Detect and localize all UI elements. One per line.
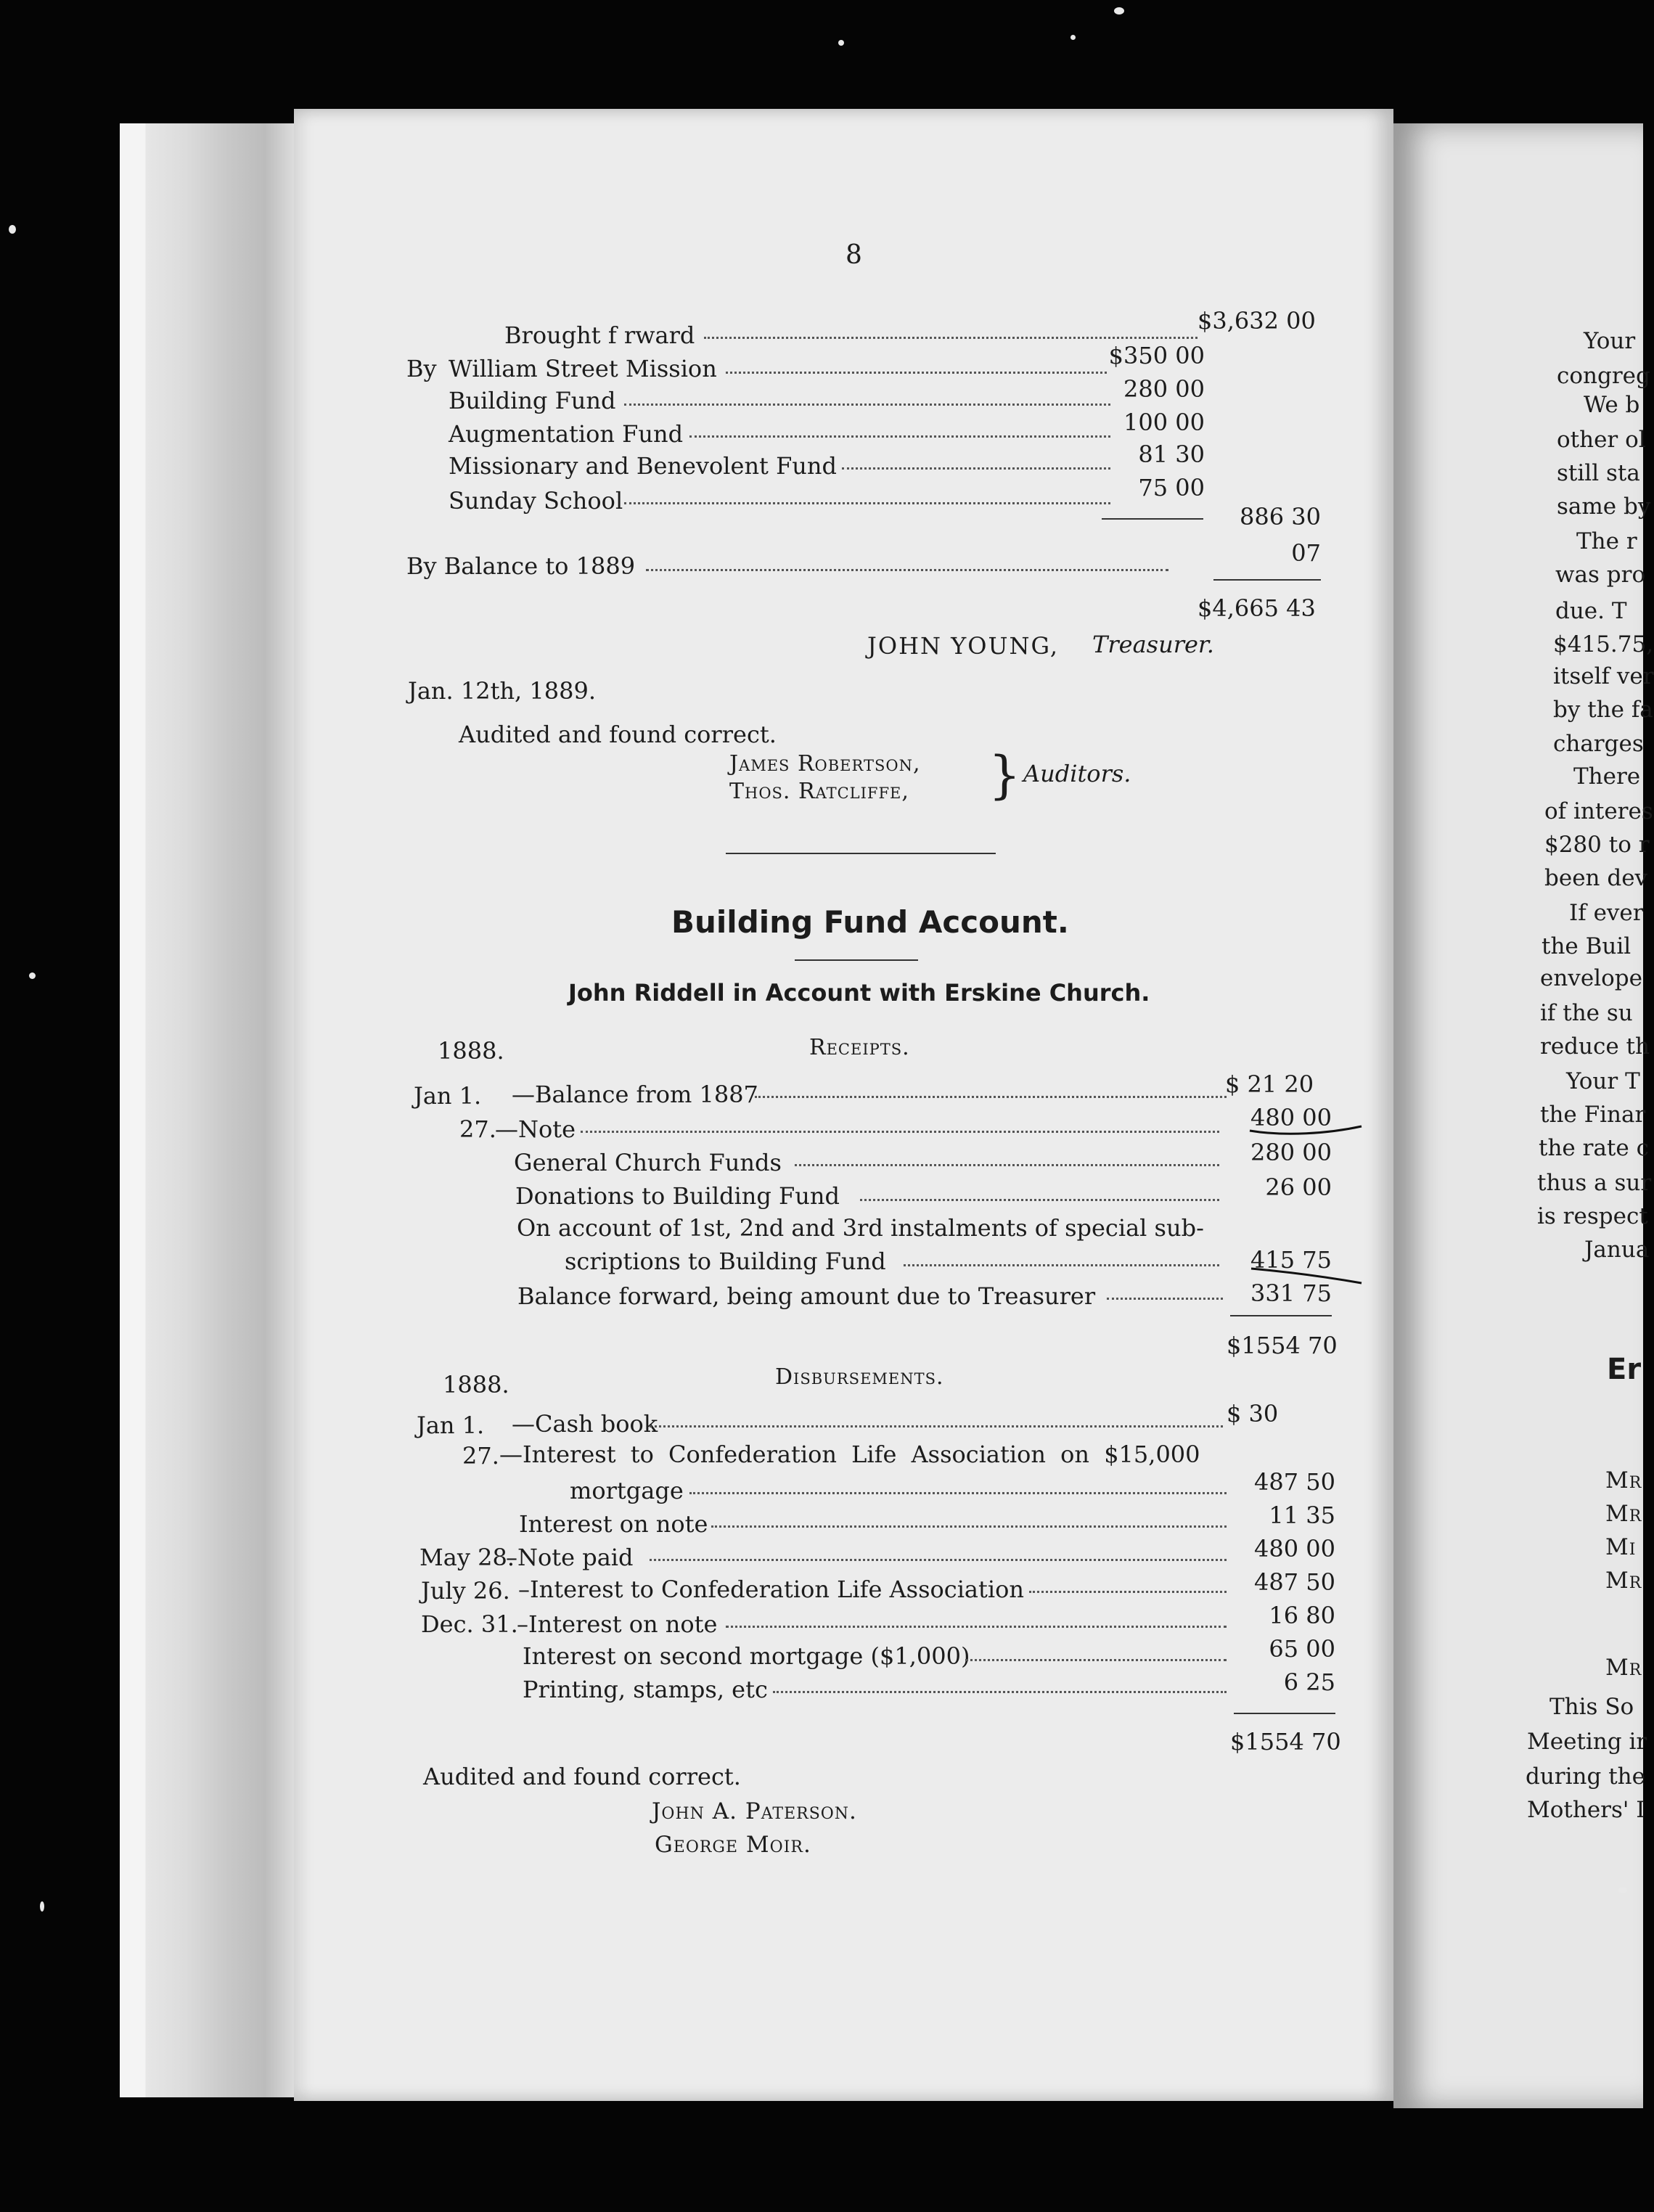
- auditor-name: James Robertson,: [729, 751, 921, 777]
- leader-dots: [726, 1624, 1227, 1628]
- subtotal-amount: 886 30: [1240, 503, 1321, 531]
- fragment: This So: [1549, 1694, 1634, 1720]
- brace: }: [988, 745, 1021, 805]
- leader-dots: [755, 1094, 1227, 1098]
- leader-dots: [711, 1524, 1227, 1528]
- fragment: envelope: [1540, 965, 1642, 991]
- item-label: William Street Mission: [449, 355, 717, 382]
- facing-name: Mr: [1605, 1501, 1642, 1527]
- receipt-label: On account of 1st, 2nd and 3rd instalments of special sub-: [517, 1214, 1204, 1242]
- fragment: Mothers' I: [1527, 1797, 1645, 1823]
- disbursement-date: May 28.: [419, 1544, 515, 1571]
- receipt-label: Donations to Building Fund: [515, 1182, 840, 1210]
- facing-name: Mr: [1605, 1568, 1642, 1594]
- disbursement-label: –Interest to Confederation Life Association: [518, 1576, 1024, 1603]
- fragment: congreg: [1557, 363, 1650, 389]
- leader-dots: [689, 434, 1110, 438]
- disbursement-date: Dec. 31.: [421, 1610, 518, 1638]
- fragment: the Buil: [1542, 933, 1632, 959]
- receipt-amount: $ 21 20: [1225, 1070, 1314, 1098]
- disbursement-date: Jan 1.: [417, 1412, 485, 1439]
- disbursement-amount: 11 35: [1269, 1502, 1335, 1529]
- disbursement-label: Printing, stamps, etc: [523, 1676, 768, 1703]
- receipt-amount: 26 00: [1265, 1173, 1332, 1201]
- auditor-name: John A. Paterson.: [652, 1798, 857, 1824]
- fragment: The r: [1576, 528, 1637, 554]
- leader-dots: [689, 1491, 1227, 1494]
- item-label: Sunday School: [449, 487, 623, 515]
- fragment: Your T: [1566, 1068, 1640, 1094]
- fragment: other ol: [1557, 427, 1646, 453]
- disbursement-amount: $ 30: [1227, 1400, 1279, 1427]
- leader-dots: [1107, 1296, 1223, 1300]
- disbursement-label: –Interest on note: [517, 1610, 718, 1638]
- disbursement-amount: 65 00: [1269, 1635, 1335, 1663]
- disbursement-label: –Note paid: [506, 1544, 634, 1571]
- date-line: Jan. 12th, 1889.: [408, 677, 596, 705]
- item-label: Augmentation Fund: [449, 420, 684, 448]
- balance-amount: 07: [1291, 539, 1321, 567]
- section-subtitle: John Riddell in Account with Erskine Church.: [568, 979, 1150, 1007]
- disbursement-label: —Interest to Confederation Life Association on $15,000: [499, 1441, 1200, 1468]
- brought-forward-label: Brought f rward: [504, 321, 695, 349]
- fragment: $280 to r: [1544, 832, 1650, 858]
- audited-line: Audited and found correct.: [423, 1763, 741, 1790]
- leader-dots: [624, 402, 1110, 406]
- receipt-date: 27.: [459, 1115, 496, 1143]
- fragment: by the fa: [1553, 697, 1653, 723]
- fragment: of interes: [1544, 798, 1653, 824]
- item-amount: 81 30: [1138, 441, 1205, 468]
- leader-dots: [860, 1197, 1219, 1201]
- leader-dots: [704, 335, 1197, 339]
- disbursement-amount: 487 50: [1254, 1468, 1335, 1496]
- auditor-name: Thos. Ratcliffe,: [729, 779, 909, 804]
- total-amount: $4,665 43: [1197, 594, 1316, 622]
- disbursement-label: Interest on second mortgage ($1,000): [523, 1642, 970, 1670]
- disbursements-heading: Disbursements.: [775, 1364, 944, 1390]
- section-divider: [726, 853, 996, 854]
- title-underline: [795, 959, 918, 961]
- fragment: charges: [1553, 731, 1644, 757]
- fragment: due. T: [1555, 598, 1627, 624]
- fragment: if the su: [1540, 1000, 1633, 1026]
- disbursements-year: 1888.: [443, 1371, 509, 1398]
- receipts-heading: Receipts.: [809, 1035, 910, 1060]
- receipt-label: General Church Funds: [514, 1149, 782, 1176]
- fragment: There: [1573, 763, 1641, 790]
- fragment: Your: [1584, 328, 1636, 354]
- disbursement-amount: 487 50: [1254, 1568, 1335, 1596]
- receipt-amount: 415 75: [1250, 1246, 1332, 1274]
- page-stack-edges: [120, 123, 308, 2097]
- fragment: during the: [1526, 1764, 1645, 1790]
- section-title: Building Fund Account.: [671, 904, 1069, 940]
- fragment: the Finar: [1540, 1102, 1646, 1128]
- item-label: Building Fund: [449, 387, 616, 414]
- fragment: same by: [1557, 493, 1651, 520]
- fragment: We b: [1584, 392, 1640, 418]
- total-rule: [1213, 579, 1321, 581]
- receipt-amount: 480 00: [1250, 1104, 1332, 1131]
- receipt-label: scriptions to Building Fund: [565, 1248, 886, 1275]
- fragment: been dev: [1544, 865, 1648, 891]
- leader-dots: [726, 370, 1107, 374]
- pen-marks: [1248, 1123, 1364, 1312]
- fragment: Meeting ir: [1527, 1729, 1647, 1755]
- auditors-label: Auditors.: [1023, 760, 1131, 787]
- item-amount: 280 00: [1123, 375, 1205, 403]
- subtotal-rule: [1102, 518, 1203, 520]
- facing-name: Mr: [1605, 1655, 1642, 1681]
- fragment: If ever: [1569, 900, 1644, 926]
- leader-dots: [581, 1129, 1219, 1133]
- fragment: Janua: [1584, 1237, 1650, 1263]
- receipt-amount: 331 75: [1250, 1279, 1332, 1307]
- disbursements-total: $1554 70: [1230, 1728, 1341, 1756]
- disbursement-label: —Cash book: [512, 1410, 658, 1438]
- auditor-name: George Moir.: [655, 1832, 811, 1858]
- disbursement-label: mortgage: [570, 1477, 684, 1504]
- by-label: By: [406, 355, 437, 382]
- receipt-label: —Balance from 1887: [512, 1081, 758, 1108]
- fragment: reduce th: [1540, 1033, 1650, 1060]
- leader-dots: [965, 1658, 1227, 1661]
- item-amount: $350 00: [1108, 342, 1205, 369]
- leader-dots: [1029, 1589, 1227, 1593]
- disbursements-total-rule: [1234, 1713, 1335, 1714]
- leader-dots: [650, 1557, 1227, 1561]
- fragment: itself ver: [1553, 663, 1654, 689]
- fragment: was pro: [1555, 562, 1646, 588]
- leader-dots: [624, 501, 1110, 504]
- facing-heading: Er: [1607, 1353, 1642, 1386]
- leader-dots: [650, 1424, 1223, 1427]
- receipt-label: Balance forward, being amount due to Treasurer: [517, 1282, 1096, 1310]
- treasurer-name: JOHN YOUNG,: [867, 632, 1060, 660]
- leader-dots: [773, 1689, 1227, 1693]
- receipt-amount: 280 00: [1250, 1139, 1332, 1166]
- fragment: still sta: [1557, 460, 1640, 486]
- brought-forward-amount: $3,632 00: [1197, 307, 1316, 335]
- facing-name: Mr: [1605, 1467, 1642, 1494]
- fragment: the rate c: [1539, 1135, 1649, 1161]
- fragment: thus a sur: [1537, 1170, 1652, 1196]
- leader-dots: [904, 1263, 1219, 1266]
- item-amount: 75 00: [1138, 474, 1205, 501]
- balance-label: By Balance to 1889: [406, 552, 636, 580]
- fragment: is respect: [1537, 1203, 1648, 1229]
- treasurer-title: Treasurer.: [1092, 631, 1214, 658]
- leader-dots: [842, 466, 1110, 470]
- receipts-year: 1888.: [438, 1037, 504, 1065]
- receipt-label: —Note: [495, 1115, 576, 1143]
- item-amount: 100 00: [1123, 409, 1205, 436]
- leader-dots: [646, 568, 1168, 571]
- disbursement-date: July 26.: [421, 1577, 510, 1605]
- receipts-total: $1554 70: [1227, 1332, 1338, 1359]
- disbursement-amount: 6 25: [1283, 1668, 1335, 1696]
- fragment: $415.75,: [1553, 631, 1654, 658]
- leader-dots: [795, 1163, 1219, 1166]
- disbursement-amount: 480 00: [1254, 1535, 1335, 1562]
- disbursement-amount: 16 80: [1269, 1602, 1335, 1629]
- facing-name: Mi: [1605, 1534, 1637, 1560]
- disbursement-label: Interest on note: [519, 1510, 708, 1538]
- audited-line: Audited and found correct.: [459, 721, 777, 748]
- page-number: 8: [846, 240, 862, 270]
- receipts-total-rule: [1230, 1315, 1332, 1316]
- disbursement-date: 27.: [462, 1442, 499, 1470]
- item-label: Missionary and Benevolent Fund: [449, 452, 837, 480]
- receipt-date: Jan 1.: [414, 1082, 482, 1110]
